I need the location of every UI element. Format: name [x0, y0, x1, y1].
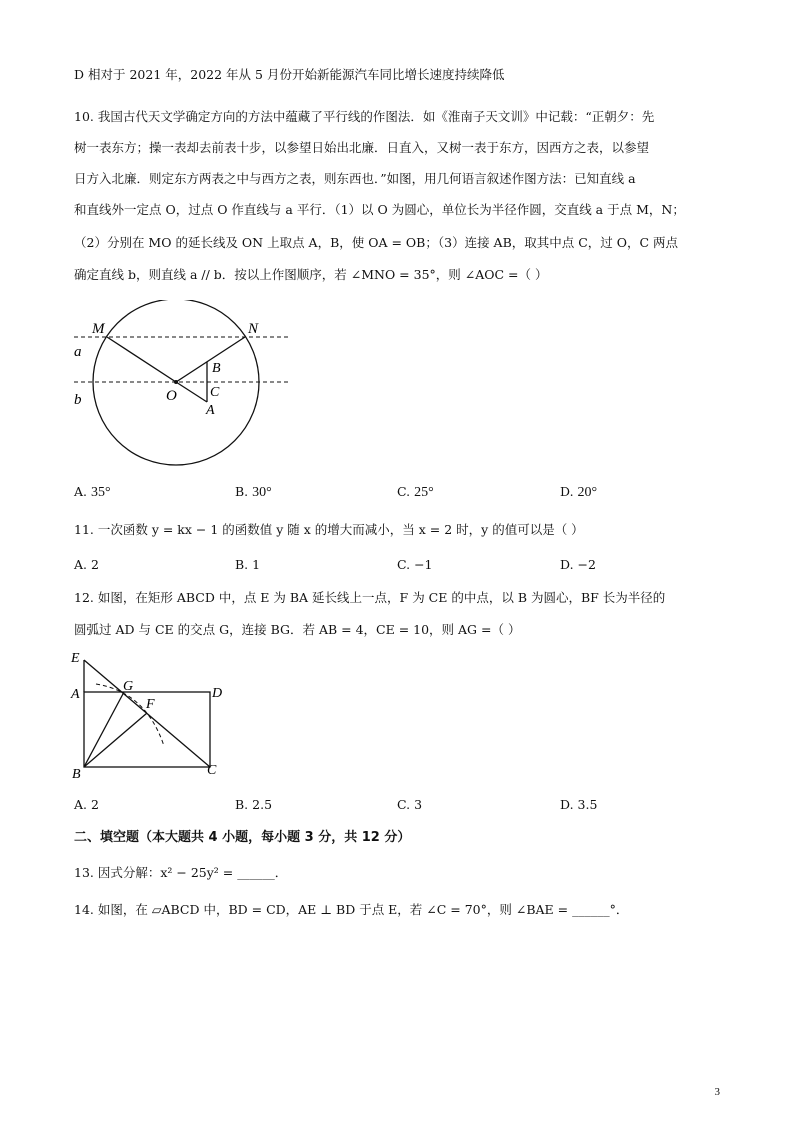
q10-option-d-value: 20° [577, 485, 598, 500]
q10-line-3: 日方入北廉．则定东方两表之中与西方之表，则东西也．”如图，用几何语言叙述作图方法：已知直线 a [74, 171, 636, 186]
label-o: O [166, 388, 177, 404]
q12-option-b-letter: B. [235, 797, 249, 812]
q12-option-c[interactable] [397, 797, 422, 812]
label-b-point: B [212, 361, 221, 376]
q10-figure [60, 300, 300, 475]
q11-option-d-value: −2 [577, 557, 596, 572]
point-o [174, 380, 178, 384]
q10-option-a-value: 35° [91, 485, 111, 500]
q10-option-b[interactable] [235, 484, 272, 501]
q9-option-d: D 相对于 2021 年，2022 年从 5 月份开始新能源汽车同比增长速度持续降低 [74, 67, 505, 82]
label-a: A [71, 687, 80, 702]
q13-stem: 13. 因式分解：x² − 25y² = ______． [74, 865, 288, 880]
q11-option-c-letter: C. [397, 557, 411, 572]
q10-option-c[interactable] [397, 484, 434, 501]
segment-mo [107, 337, 176, 382]
q11-option-a[interactable] [74, 557, 99, 572]
q12-option-d-letter: D. [560, 797, 574, 812]
q14-stem: 14. 如图，在 ▱ABCD 中，BD = CD，AE ⊥ BD 于点 E，若 ∠C = 70°，则 ∠BAE = ______°． [74, 902, 629, 917]
q11-option-a-value: 2 [91, 557, 99, 572]
label-a-line: a [74, 344, 82, 360]
q11-option-d[interactable] [560, 557, 596, 572]
label-m: M [92, 321, 105, 337]
segment-bf [84, 713, 147, 767]
q12-line-1: 12. 如图，在矩形 ABCD 中，点 E 为 BA 延长线上一点，F 为 CE 的中点，以 B 为圆心，BF 长为半径的 [74, 590, 666, 605]
q10-option-d[interactable] [560, 484, 597, 501]
q11-option-a-letter: A. [74, 557, 88, 572]
q12-figure [66, 648, 236, 783]
q11-option-d-letter: D. [560, 557, 574, 572]
label-b: B [72, 767, 81, 782]
q12-option-c-value: 3 [414, 797, 423, 812]
label-a-point: A [206, 403, 215, 418]
q10-line-5: （2）分别在 MO 的延长线及 ON 上取点 A，B，使 OA = OB；（3）连接 AB，取其中点 C，过 O，C 两点 [74, 235, 679, 250]
q12-option-a[interactable] [74, 797, 99, 812]
segment-on [176, 337, 245, 382]
q10-line-2: 树一表东方；操一表却去前表十步，以参望日始出北廉．日直入，又树一表于东方，因西方之表，以参望 [74, 140, 650, 155]
q10-option-a[interactable] [74, 484, 111, 501]
label-b-line: b [74, 392, 82, 408]
label-e: E [71, 651, 80, 666]
q10-line-1: 10. 我国古代天文学确定方向的方法中蕴藏了平行线的作图法．如《淮南子天文训》中记载：“正朝夕：先 [74, 109, 655, 124]
q10-option-c-value: 25° [414, 485, 434, 500]
q11-option-b-value: 1 [252, 557, 261, 572]
q12-option-d-value: 3.5 [577, 797, 598, 812]
q11-option-c-value: −1 [414, 557, 433, 572]
q11-stem: 11. 一次函数 y = kx − 1 的函数值 y 随 x 的增大而减小，当 x = 2 时，y 的值可以是（ ） [74, 522, 584, 537]
page-number: 3 [714, 1086, 720, 1098]
label-f: F [146, 697, 155, 712]
q12-option-c-letter: C. [397, 797, 411, 812]
label-d: D [212, 686, 223, 701]
q10-option-b-letter: B. [235, 484, 249, 499]
q10-option-b-value: 30° [252, 485, 272, 500]
q12-line-2: 圆弧过 AD 与 CE 的交点 G，连接 BG．若 AB = 4，CE = 10，则 AG =（ ） [74, 622, 521, 637]
q12-option-a-value: 2 [91, 797, 99, 812]
q11-option-b-letter: B. [235, 557, 249, 572]
label-c-point: C [210, 385, 220, 400]
q12-option-b-value: 2.5 [252, 797, 273, 812]
segment-bg [84, 692, 124, 767]
segment-oa [176, 382, 207, 402]
section-2-heading: 二、填空题（本大题共 4 小题，每小题 3 分，共 12 分） [74, 830, 411, 845]
q10-option-d-letter: D. [560, 484, 574, 499]
q10-line-6: 确定直线 b，则直线 a // b．按以上作图顺序，若 ∠MNO = 35°，则 ∠AOC =（ ） [74, 267, 548, 282]
label-c: C [207, 763, 217, 778]
label-g: G [123, 679, 134, 694]
q12-option-d[interactable] [560, 797, 597, 812]
q12-option-b[interactable] [235, 797, 272, 812]
q11-option-c[interactable] [397, 557, 433, 572]
label-n: N [248, 321, 259, 337]
q11-option-b[interactable] [235, 557, 260, 572]
q10-line-4: 和直线外一定点 O，过点 O 作直线与 a 平行．（1）以 O 为圆心，单位长为半径作圆，交直线 a 于点 M，N； [74, 202, 685, 217]
q10-option-a-letter: A. [74, 484, 88, 499]
q12-option-a-letter: A. [74, 797, 88, 812]
q10-option-c-letter: C. [397, 484, 411, 499]
